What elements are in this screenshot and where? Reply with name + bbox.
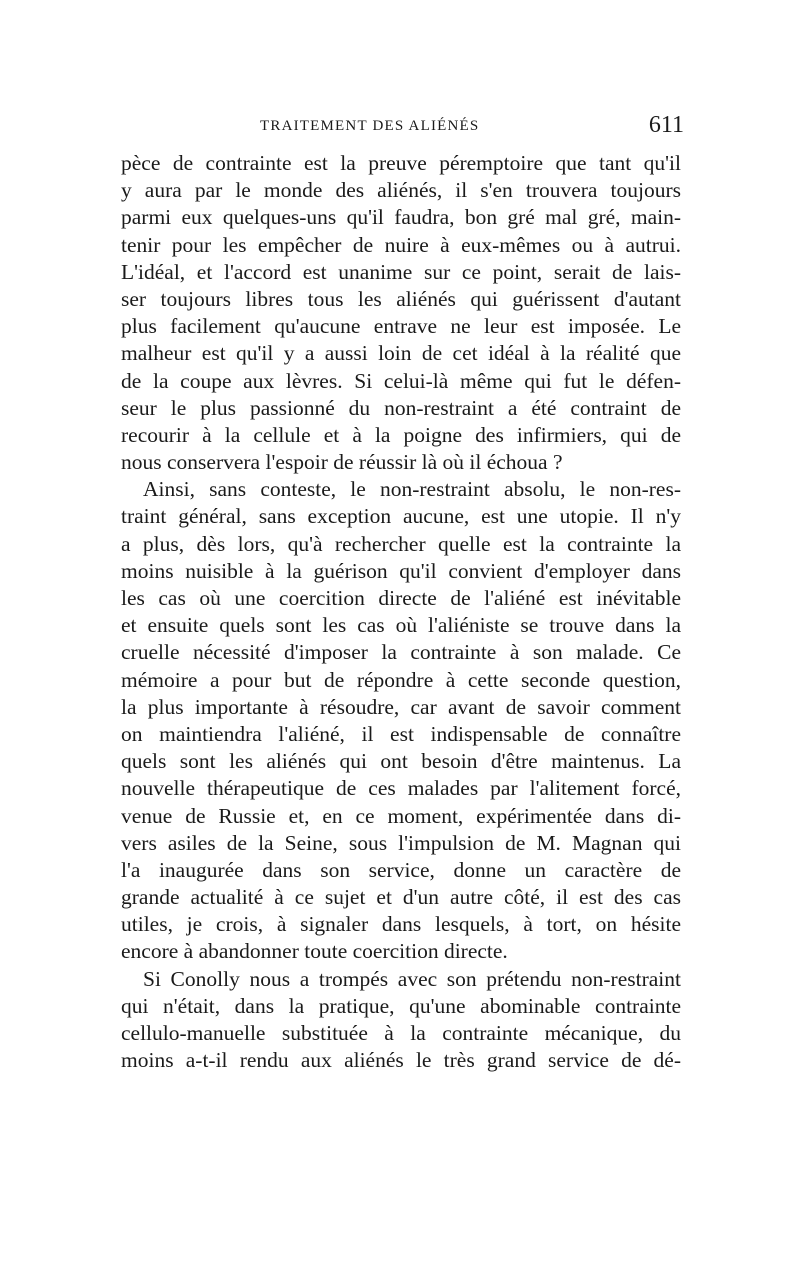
text-line: L'idéal, et l'accord est unanime sur ce point, serait de lais- xyxy=(121,259,681,284)
text-line: malheur est qu'il y a aussi loin de cet idéal à la réalité que xyxy=(121,341,681,366)
text-body xyxy=(121,150,681,1074)
text-line: cruelle nécessité d'imposer la contrainte à son malade. Ce xyxy=(121,640,681,665)
paragraph-1 xyxy=(121,150,681,476)
text-line: seur le plus passionné du non-restraint a été contraint de xyxy=(121,395,681,420)
running-header xyxy=(118,112,684,144)
text-line: Si Conolly nous a trompés avec son prétendu non-restraint xyxy=(143,966,681,991)
text-line: quels sont les aliénés qui ont besoin d'être maintenus. La xyxy=(121,749,681,774)
text-line: grande actualité à ce sujet et d'un autre côté, il est des cas xyxy=(121,885,681,910)
text-line: encore à abandonner toute coercition directe. xyxy=(121,939,508,964)
text-line: pèce de contrainte est la preuve péremptoire que tant qu'il xyxy=(121,151,681,175)
text-line: traint général, sans exception aucune, est une utopie. Il n'y xyxy=(121,504,681,529)
text-line: qui n'était, dans la pratique, qu'une abominable contrainte xyxy=(121,993,681,1018)
page-number: 611 xyxy=(648,112,684,138)
text-line: et ensuite quels sont les cas où l'aliéniste se trouve dans la xyxy=(121,613,681,638)
text-line: ser toujours libres tous les aliénés qui guérissent d'autant xyxy=(121,286,681,311)
running-title: TRAITEMENT DES ALIÉNÉS xyxy=(260,118,480,134)
text-line: moins a-t-il rendu aux aliénés le très grand service de dé- xyxy=(121,1048,681,1073)
text-line: vers asiles de la Seine, sous l'impulsion de M. Magnan qui xyxy=(121,830,681,855)
text-line: a plus, dès lors, qu'à rechercher quelle est la contrainte la xyxy=(121,531,681,556)
text-line: venue de Russie et, en ce moment, expérimentée dans di- xyxy=(121,803,681,828)
text-line: la plus importante à résoudre, car avant de savoir comment xyxy=(121,694,681,719)
text-line: Ainsi, sans conteste, le non-restraint absolu, le non-res- xyxy=(143,477,681,502)
text-line: tenir pour les empêcher de nuire à eux-mêmes ou à autrui. xyxy=(121,232,681,257)
text-line: cellulo-manuelle substituée à la contrainte mécanique, du xyxy=(121,1021,681,1045)
text-line: mémoire a pour but de répondre à cette seconde question, xyxy=(121,667,681,692)
text-line: y aura par le monde des aliénés, il s'en trouvera toujours xyxy=(121,178,681,203)
text-line: plus facilement qu'aucune entrave ne leur est imposée. Le xyxy=(121,314,681,339)
text-line: parmi eux quelques-uns qu'il faudra, bon gré mal gré, main- xyxy=(121,205,681,230)
text-line: recourir à la cellule et à la poigne des infirmiers, qui de xyxy=(121,422,681,447)
paragraph-2 xyxy=(121,476,681,965)
text-line: utiles, je crois, à signaler dans lesquels, à tort, on hésite xyxy=(121,912,681,937)
text-line: moins nuisible à la guérison qu'il convient d'employer dans xyxy=(121,558,681,583)
text-line: nous conservera l'espoir de réussir là où il échoua ? xyxy=(121,450,563,475)
text-line: les cas où une coercition directe de l'aliéné est inévitable xyxy=(121,586,681,610)
text-line: l'a inaugurée dans son service, donne un caractère de xyxy=(121,857,681,882)
text-line: nouvelle thérapeutique de ces malades par l'alitement forcé, xyxy=(121,776,681,801)
paragraph-3 xyxy=(121,966,681,1075)
text-line: de la coupe aux lèvres. Si celui-là même qui fut le défen- xyxy=(121,368,681,393)
text-line: on maintiendra l'aliéné, il est indispensable de connaître xyxy=(121,721,681,746)
